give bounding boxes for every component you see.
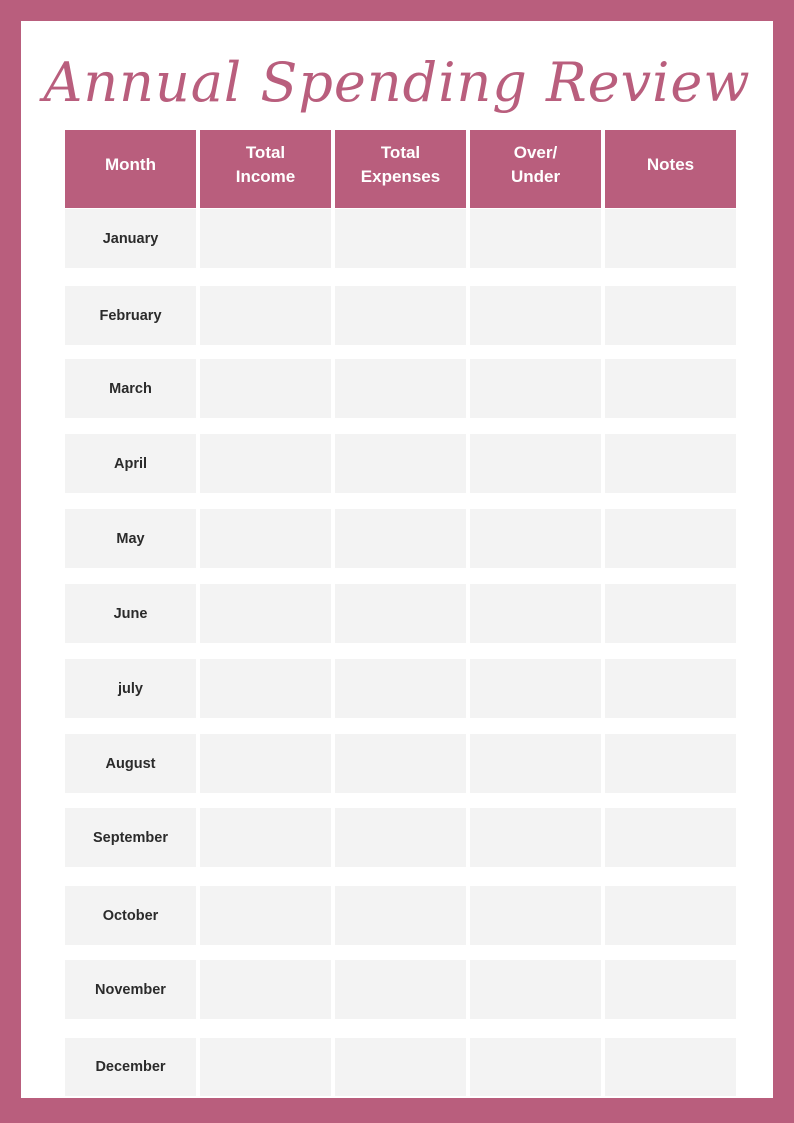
page-title: Annual Spending Review (43, 51, 751, 114)
month-label: july (65, 659, 196, 718)
notes-cell[interactable] (605, 584, 736, 643)
total-income-cell[interactable] (200, 584, 331, 643)
header-total-income: Total Income (200, 130, 331, 208)
total-income-cell[interactable] (200, 509, 331, 568)
header-notes: Notes (605, 130, 736, 208)
over-under-cell[interactable] (470, 960, 601, 1019)
total-expenses-cell[interactable] (335, 509, 466, 568)
total-income-cell[interactable] (200, 734, 331, 793)
over-under-cell[interactable] (470, 584, 601, 643)
total-expenses-cell[interactable] (335, 434, 466, 493)
notes-cell[interactable] (605, 734, 736, 793)
notes-cell[interactable] (605, 960, 736, 1019)
over-under-cell[interactable] (470, 509, 601, 568)
total-expenses-cell[interactable] (335, 659, 466, 718)
over-under-cell[interactable] (470, 286, 601, 345)
month-label: March (65, 359, 196, 418)
over-under-cell[interactable] (470, 434, 601, 493)
notes-cell[interactable] (605, 808, 736, 867)
notes-cell[interactable] (605, 209, 736, 268)
over-under-cell[interactable] (470, 886, 601, 945)
total-expenses-cell[interactable] (335, 734, 466, 793)
header-total-expenses: Total Expenses (335, 130, 466, 208)
notes-cell[interactable] (605, 1038, 736, 1096)
month-label: September (65, 808, 196, 867)
over-under-cell[interactable] (470, 734, 601, 793)
over-under-cell[interactable] (470, 808, 601, 867)
total-income-cell[interactable] (200, 359, 331, 418)
notes-cell[interactable] (605, 659, 736, 718)
total-expenses-cell[interactable] (335, 960, 466, 1019)
total-income-cell[interactable] (200, 209, 331, 268)
total-expenses-cell[interactable] (335, 886, 466, 945)
total-income-cell[interactable] (200, 659, 331, 718)
header-month: Month (65, 130, 196, 208)
month-label: December (65, 1038, 196, 1096)
total-expenses-cell[interactable] (335, 1038, 466, 1096)
total-expenses-cell[interactable] (335, 209, 466, 268)
header-over-under: Over/ Under (470, 130, 601, 208)
over-under-cell[interactable] (470, 659, 601, 718)
over-under-cell[interactable] (470, 1038, 601, 1096)
total-income-cell[interactable] (200, 286, 331, 345)
total-expenses-cell[interactable] (335, 584, 466, 643)
month-label: August (65, 734, 196, 793)
notes-cell[interactable] (605, 434, 736, 493)
total-expenses-cell[interactable] (335, 359, 466, 418)
month-label: February (65, 286, 196, 345)
total-income-cell[interactable] (200, 808, 331, 867)
month-label: May (65, 509, 196, 568)
over-under-cell[interactable] (470, 209, 601, 268)
notes-cell[interactable] (605, 286, 736, 345)
notes-cell[interactable] (605, 509, 736, 568)
notes-cell[interactable] (605, 886, 736, 945)
month-label: June (65, 584, 196, 643)
notes-cell[interactable] (605, 359, 736, 418)
total-income-cell[interactable] (200, 960, 331, 1019)
total-income-cell[interactable] (200, 886, 331, 945)
over-under-cell[interactable] (470, 359, 601, 418)
total-expenses-cell[interactable] (335, 286, 466, 345)
total-income-cell[interactable] (200, 1038, 331, 1096)
month-label: November (65, 960, 196, 1019)
total-expenses-cell[interactable] (335, 808, 466, 867)
month-label: April (65, 434, 196, 493)
month-label: October (65, 886, 196, 945)
total-income-cell[interactable] (200, 434, 331, 493)
month-label: January (65, 209, 196, 268)
